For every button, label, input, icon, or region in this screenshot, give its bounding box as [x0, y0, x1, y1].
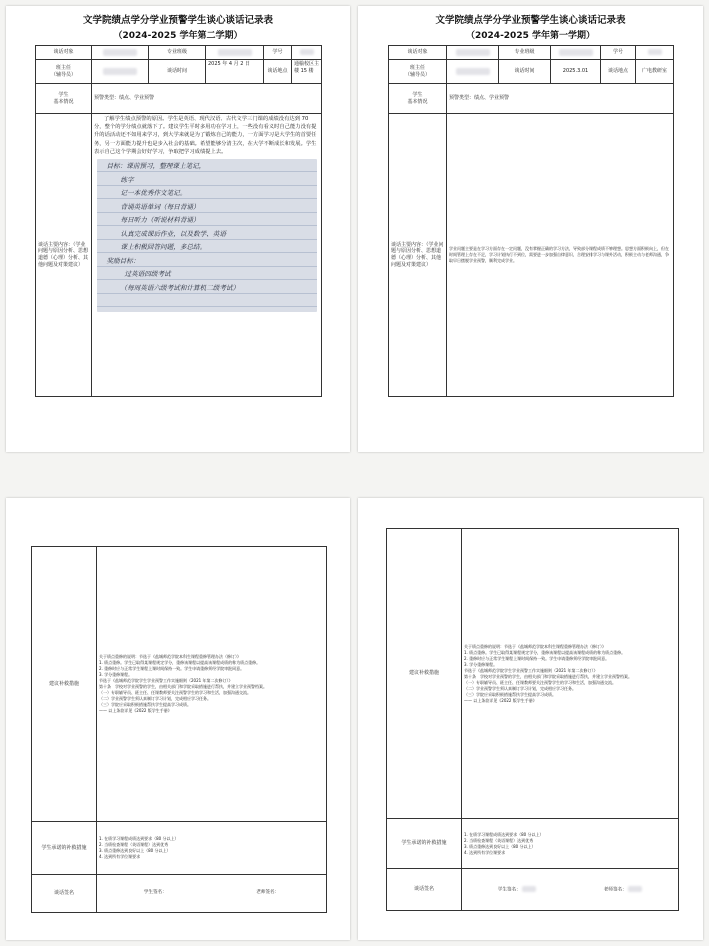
student-sign-label: 学生签名： [143, 890, 167, 896]
major-class-label: 专业班级 [499, 46, 551, 60]
main-content-label: 谈话主要内容：（学业问题与原因分析、思想道德（心理）分析、其他问题及对策建议） [389, 114, 447, 397]
basic-info-label: 学生 基本情况 [36, 84, 92, 114]
handwritten-note-line: 记一本优秀作文笔记。 [120, 189, 187, 198]
remedial-cell [462, 529, 679, 819]
interviewee-value [92, 46, 149, 60]
record-form-page-3 [6, 498, 350, 940]
student-sign-label: 学生签名： [498, 886, 536, 894]
talk-place-label: 谈话地点 [601, 60, 636, 84]
talk-place-value: 广电教研室 [636, 60, 674, 84]
remedial-cell [97, 547, 327, 822]
remedial-label: 建议补救措施 [387, 529, 462, 819]
interviewee-label: 谈话对象 [36, 46, 92, 60]
handwritten-note-line: 课上积极回答问题，多总结。 [120, 243, 207, 252]
head-teacher-label: 班主任 （辅导员） [389, 60, 447, 84]
teacher-sign-label: 老师签名： [256, 890, 280, 896]
head-teacher-value [447, 60, 499, 84]
talk-time-label: 谈话时间 [499, 60, 551, 84]
handwritten-note-line: 练字 [120, 175, 134, 184]
main-content-cell [447, 114, 674, 397]
head-teacher-label: 班主任 （辅导员） [36, 60, 92, 84]
record-form-page-2 [358, 6, 703, 452]
handwritten-note-line: 奖励目标： [106, 256, 140, 265]
head-teacher-value [92, 60, 149, 84]
major-class-value [206, 46, 264, 60]
record-form-page-4 [358, 498, 703, 940]
signature-cell [462, 869, 679, 911]
signature-label: 谈话签名 [387, 869, 462, 911]
form-subtitle: （2024-2025 学年第二学期） [113, 31, 243, 41]
student-id-value [636, 46, 674, 60]
handwritten-note-line: 每日听力（听说材料背诵） [120, 216, 200, 225]
form-title: 文学院绩点学分学业预警学生谈心谈话记录表 [82, 15, 273, 26]
handwritten-note-line: 认真完成课后作业，以及数学、英语 [120, 229, 226, 238]
notebook-ruled-line [97, 212, 317, 213]
handwritten-note-line: （每周英语六级考试和计算机二级考试） [120, 283, 240, 292]
talk-time-label: 谈话时间 [149, 60, 206, 84]
student-measures-cell [462, 819, 679, 869]
talk-time-value: 2025.3.01 [551, 60, 601, 84]
talk-place-value: 通榆校区主楼 15 楼 [292, 60, 322, 84]
notebook-ruled-line [97, 225, 317, 226]
notebook-ruled-line [97, 198, 317, 199]
record-table [388, 45, 674, 397]
record-table [35, 45, 322, 397]
notebook-ruled-line [97, 279, 317, 280]
form-subtitle: （2024-2025 学年第一学期） [466, 31, 595, 41]
talk-place-label: 谈话地点 [264, 60, 292, 84]
talk-summary: 了解学生绩点预警的原因。学生是英语、现代汉语、古代文学三门课的成绩没有达到 70 分，整个的学分绩点就落下了。建议学生平时多用功在学习上，一些没有看义时自己能力没有提升的话活动还不如用来学习，到大学来就是为了锻炼自己的能力，一方面学习是大学生的首要任务，另一方面能力提升也是步入社会的基础。希望能够分清主次，在大学不断成长和发展。学生表示自己这个学期会好好学习，争取把学习成绩提上去。 [94, 116, 317, 155]
signature-cell [97, 875, 327, 913]
major-class-label: 专业班级 [149, 46, 206, 60]
main-content-cell [92, 114, 322, 397]
notebook-ruled-line [97, 266, 317, 267]
notebook-ruled-line [97, 185, 317, 186]
remedial-text: 关于绩点重修的说明：节选于《盐城师范学院本科生课程重修管理办法（修订）》 1. 绩点重修。学生已取得某课程规定学分，重修该课程以提高该课程成绩的称为绩点重修。 2. 重修时应与正常学生课程上课时间保持一致。学生申请重修须经学院审批同意。 3. 学分重修课程。 节选于《盐城师范学院学生学业预警工作实施细则（2021 年第二次修订）》 第十条 学校对学业预警的学生，由相关部门和学院采取措施进行帮扶，并建立学业预警档案。 （一）专职辅导员、班主任、任课教师要关注预警学生的学习和生活，加强沟通交流。 （二）学业预警学生须认真制订学习计划，完成相应学习任务。 （三）学院应采取积极措施帮扶学生提高学习成绩。 —— 以上条款详见《2022 版学生手册》 [99, 654, 267, 713]
signature-label: 谈话签名 [32, 875, 97, 913]
student-measures-text: 1. 在绩学习课程成绩达到要求（80 分以上） 2. 当绩检查课程（英语课程）达到优秀 3. 绩点重修达到良好以上（80 分以上） 4. 达到所有学位课要求 [99, 836, 179, 859]
student-measures-label: 学生承诺的补救措施 [387, 819, 462, 869]
notebook-ruled-line [97, 306, 317, 307]
remedial-table [386, 528, 679, 911]
student-id-label: 学号 [601, 46, 636, 60]
basic-info-label: 学生 基本情况 [389, 84, 447, 114]
major-class-value [551, 46, 601, 60]
student-measures-label: 学生承诺的补救措施 [32, 822, 97, 875]
notebook-ruled-line [97, 252, 317, 253]
warning-type: 预警类型：绩点、学业预警 [447, 84, 674, 114]
remedial-label: 建议补救措施 [32, 547, 97, 822]
form-title: 文学院绩点学分学业预警学生谈心谈话记录表 [435, 15, 626, 26]
student-id-value [292, 46, 322, 60]
talk-summary: 学业问题主要是在学习方面存在一定问题，没有掌握正确的学习方法，导致部分课程成绩不够理想。思想方面积极向上，但在时间管理上存在不足，学习计划执行不到位，需要进一步加强自律意识，合理安排学习与课外活动，积极主动与老师沟通，争取早日摆脱学业预警，顺利完成学业。 [449, 246, 669, 263]
talk-time-value: 2025 年 4 月 2 日 [206, 60, 264, 84]
student-id-label: 学号 [264, 46, 292, 60]
handwritten-notes-photo [97, 159, 317, 312]
teacher-sign-label: 老师签名： [604, 886, 642, 894]
student-measures-cell [97, 822, 327, 875]
handwritten-note-line: 目标：课前预习，整理课上笔记， [106, 162, 206, 171]
handwritten-note-line: 背诵英语单词（每日背诵） [120, 202, 200, 211]
notebook-ruled-line [97, 293, 317, 294]
handwritten-note-line: 过英语四级考试 [124, 270, 171, 279]
record-form-page-1 [6, 6, 350, 452]
remedial-table [31, 546, 327, 913]
notebook-ruled-line [97, 171, 317, 172]
interviewee-label: 谈话对象 [389, 46, 447, 60]
remedial-text: 关于绩点重修的说明：节选于《盐城师范学院本科生课程重修管理办法（修订）》 1. 绩点重修。学生已取得某课程规定学分，重修该课程以提高该课程成绩的称为绩点重修。 2. 重修时应与正常学生课程上课时间保持一致。学生申请重修须经学院审批同意。 3. 学分重修课程。 节选于《盐城师范学院学生学业预警工作实施细则（2021 年第二次修订）》 第十条 学校对学业预警的学生，由相关部门和学院采取措施进行帮扶，并建立学业预警档案。 （一）专职辅导员、班主任、任课教师要关注预警学生的学习和生活，加强沟通交流。 （二）学业预警学生须认真制订学习计划，完成相应学习任务。 （三）学院应采取积极措施帮扶学生提高学习成绩。 —— 以上条款详见《2022 版学生手册》 [464, 643, 632, 703]
notebook-ruled-line [97, 239, 317, 240]
warning-type: 预警类型：绩点、学业预警 [92, 84, 322, 114]
interviewee-value [447, 46, 499, 60]
main-content-label: 谈话主要内容：（学业问题与原因分析、思想道德（心理）分析、其他问题及对策建议） [36, 114, 92, 397]
student-measures-text: 1. 在绩学习课程成绩达到要求（80 分以上） 2. 当绩检查课程（英语课程）达到优秀 3. 绩点重修达到良好以上（80 分以上） 4. 达到所有学位课要求 [464, 831, 544, 855]
